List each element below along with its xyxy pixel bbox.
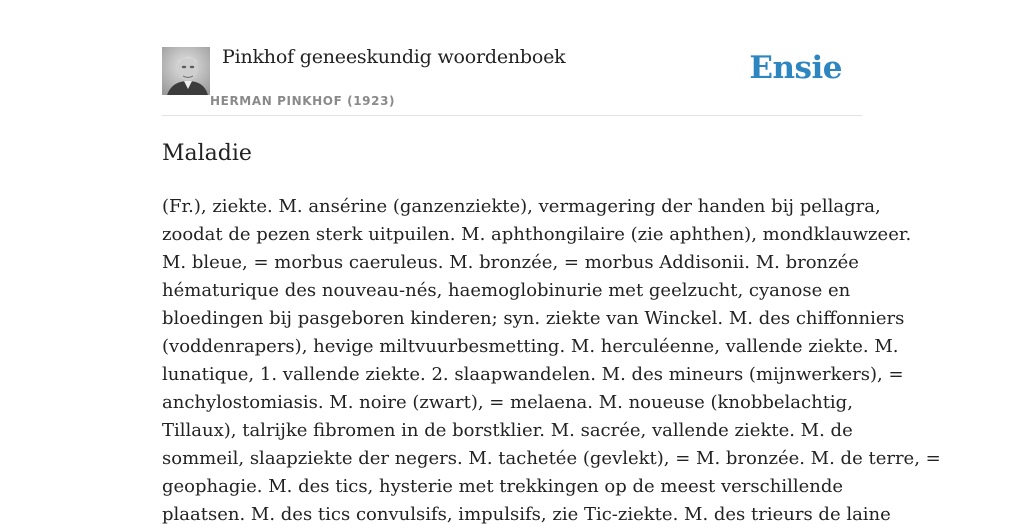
author-avatar — [162, 47, 210, 95]
definition-line: plaatsen. M. des tics convulsifs, impulsifs, zie Tic-ziekte. M. des trieurs de laine — [162, 504, 891, 525]
definition-line: Tillaux), talrijke fibromen in de borstklier. M. sacrée, vallende ziekte. M. de — [162, 420, 853, 441]
definition-line: bloedingen bij pasgeboren kinderen; syn. ziekte van Winckel. M. des chiffonniers — [162, 308, 905, 329]
definition-line: sommeil, slaapziekte der negers. M. tachetée (gevlekt), = M. bronzée. M. de terre, = — [162, 448, 941, 469]
brand-logo[interactable]: Ensie — [749, 50, 842, 86]
definition-line: hématurique des nouveau-nés, haemoglobinurie met geelzucht, cyanose en — [162, 280, 851, 301]
definition-line: lunatique, 1. vallende ziekte. 2. slaapwandelen. M. des mineurs (mijnwerkers), = — [162, 364, 904, 385]
book-title[interactable]: Pinkhof geneeskundig woordenboek — [222, 46, 566, 68]
definition-line: geophagie. M. des tics, hysterie met trekkingen op de meest verschillende — [162, 476, 844, 497]
header — [162, 0, 862, 116]
definition-line: (voddenrapers), hevige miltvuurbesmetting. M. herculéenne, vallende ziekte. M. — [162, 336, 899, 357]
definition-line: anchylostomiasis. M. noire (zwart), = melaena. M. noueuse (knobbelachtig, — [162, 392, 853, 413]
author-name[interactable]: HERMAN PINKHOF (1923) — [210, 94, 396, 108]
definition-line: zoodat de pezen sterk uitpuilen. M. aphthongilaire (zie aphthen), mondklauwzeer. — [162, 224, 912, 245]
entry-definition — [162, 193, 941, 529]
definition-line: (Fr.), ziekte. M. ansérine (ganzenziekte), vermagering der handen bij pellagra, — [162, 196, 881, 217]
entry-title: Maladie — [162, 141, 252, 166]
author-portrait-icon — [162, 47, 210, 95]
definition-line: M. bleue, = morbus caeruleus. M. bronzée, = morbus Addisonii. M. bronzée — [162, 252, 859, 273]
